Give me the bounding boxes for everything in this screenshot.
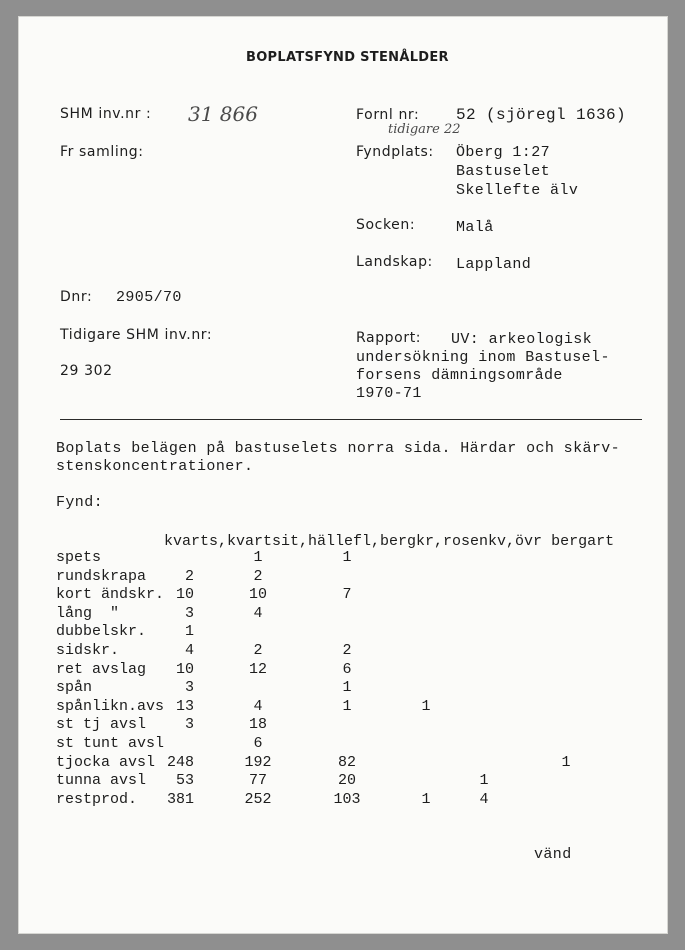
fynd-label: Fynd:	[56, 494, 104, 511]
rapport-line-3: forsens dämningsområde	[356, 367, 563, 384]
cell-kvartsit: 10	[248, 586, 267, 604]
cell-kvarts: 4	[184, 642, 194, 659]
cell-hallefl: 82	[337, 753, 356, 771]
cell-kvartsit: 12	[248, 660, 267, 678]
landskap-label: Landskap:	[356, 254, 433, 270]
cell-hallefl: 103	[333, 790, 361, 808]
rapport-label: Rapport:	[356, 330, 422, 346]
row-category: spånlikn.avs	[56, 697, 165, 715]
prev-inv-label: Tidigare SHM inv.nr:	[60, 327, 213, 343]
cell-kvartsit: 252	[244, 790, 272, 808]
row-category: spets	[56, 549, 102, 566]
cell-kvarts: 10	[175, 586, 194, 604]
catalog-card	[18, 16, 668, 934]
dnr-label: Dnr:	[60, 289, 93, 305]
fornl-value: 52 (sjöregl 1636)	[456, 106, 627, 124]
row-category: kort ändskr.	[56, 586, 165, 604]
inv-value-handwritten: 31 866	[188, 102, 258, 126]
description-line-2: stenskoncentrationer.	[56, 458, 254, 475]
row-category: tunna avsl	[56, 772, 147, 790]
cell-hallefl: 1	[342, 679, 352, 697]
row-category: ret avslag	[56, 660, 147, 678]
cell-kvartsit: 2	[253, 567, 263, 585]
cell-kvarts: 381	[166, 790, 194, 808]
cell-kvartsit: 192	[244, 753, 272, 771]
fyndplats-label: Fyndplats:	[356, 144, 434, 160]
cell-hallefl: 20	[337, 772, 356, 790]
row-category: st tunt avsl	[56, 735, 165, 752]
cell-kvarts: 10	[175, 660, 194, 678]
card-title: BOPLATSFYND STENÅLDER	[246, 50, 449, 65]
cell-ovr: 1	[561, 753, 571, 771]
cell-kvarts: 53	[175, 772, 194, 790]
rapport-line-2: undersökning inom Bastusel-	[356, 349, 610, 366]
cell-kvarts: 13	[175, 697, 194, 715]
cell-kvartsit: 6	[253, 735, 263, 752]
cell-kvartsit: 77	[248, 772, 267, 790]
rapport-line-4: 1970-71	[356, 385, 422, 402]
fornl-handwritten-note: tidigare 22	[388, 122, 461, 137]
cell-kvartsit: 1	[253, 549, 263, 566]
socken-label: Socken:	[356, 217, 416, 233]
cell-hallefl: 2	[342, 642, 352, 659]
row-category: tjocka avsl	[56, 753, 156, 771]
cell-hallefl: 1	[342, 549, 352, 566]
cell-kvarts: 3	[184, 604, 194, 622]
prev-inv-value: 29 302	[60, 363, 113, 379]
cell-kvarts: 3	[184, 716, 194, 734]
cell-hallefl: 7	[342, 586, 352, 604]
fyndplats-line-3: Skellefte älv	[456, 182, 579, 199]
landskap-value: Lappland	[456, 256, 532, 273]
fornl-label: Fornl nr:	[356, 107, 420, 123]
section-divider	[60, 419, 642, 420]
turn-over-note: vänd	[534, 846, 572, 863]
inv-label: SHM inv.nr :	[60, 106, 152, 122]
row-category: sidskr.	[56, 642, 120, 659]
cell-bergkr: 1	[421, 790, 431, 808]
cell-kvartsit: 2	[253, 642, 263, 659]
fyndplats-line-1: Öberg 1:27	[456, 144, 551, 161]
row-category: st tj avsl	[56, 716, 147, 734]
cell-kvartsit: 4	[253, 604, 263, 622]
description-line-1: Boplats belägen på bastuselets norra sida. Härdar och skärv-	[56, 440, 621, 457]
row-category: restprod.	[56, 790, 138, 808]
table-header: kvarts,kvartsit,hällefl,bergkr,rosenkv,övr bergart	[164, 533, 615, 550]
cell-rosenkv: 1	[479, 772, 489, 790]
cell-kvarts: 3	[184, 679, 194, 697]
cell-kvarts: 248	[166, 753, 194, 771]
row-category: spån	[56, 679, 93, 697]
cell-kvartsit: 18	[248, 716, 267, 734]
socken-value: Malå	[456, 219, 494, 236]
row-category: rundskrapa	[56, 567, 147, 585]
samling-label: Fr samling:	[60, 144, 144, 160]
cell-hallefl: 6	[342, 660, 352, 678]
cell-rosenkv: 4	[479, 790, 489, 808]
cell-kvartsit: 4	[253, 697, 263, 715]
row-category: dubbelskr.	[56, 623, 147, 641]
cell-kvarts: 1	[184, 623, 194, 641]
fyndplats-line-2: Bastuselet	[456, 163, 551, 180]
cell-hallefl: 1	[342, 697, 352, 715]
rapport-line-1: UV: arkeologisk	[451, 331, 593, 348]
row-category: lång "	[56, 604, 120, 622]
cell-kvarts: 2	[184, 567, 194, 585]
cell-bergkr: 1	[421, 697, 431, 715]
dnr-value: 2905/70	[116, 289, 182, 306]
